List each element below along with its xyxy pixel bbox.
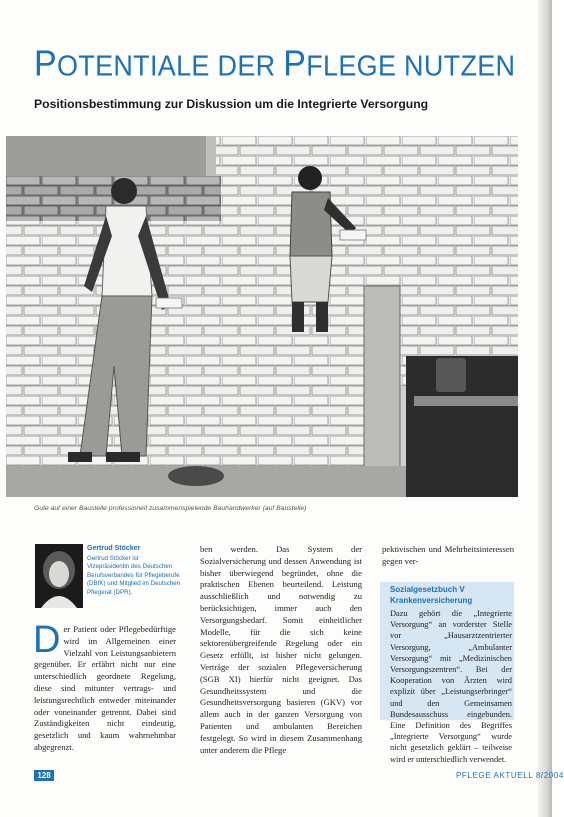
body-column-middle: ben werden. Das System der Sozialversicherung und dessen Anwendung ist bisher überwiegend begründet, ohne die praktischen Ebenen beurteilend. Leistung ausschließlich und notwendig zu berücksichtigen, immer auch den Versorgungsbedarf. Somit einheitlicher Modelle, für die sich keine sektorenübergreifende Regelung oder ein Gesetz erfüllt, ist bisher nicht gelungen. Verträge der sozialen Pflegeversicherung (SGB XI) hierfür nicht geeignet. Das Gesundheitssystem und die Gesundheitsversorgung basieren (GKV) vor allem auch in der ganzen Versorgung von Patienten und ambulanten Bereichen festgelegt. So wird in diesem Zusammenhang unter anderem die Pflege — [200, 544, 362, 755]
article-headline — [34, 44, 516, 84]
page-number: 128 — [34, 770, 54, 781]
body-column-left — [33, 619, 176, 754]
author-bio: Gertrud Stöcker ist Vizepräsidentin des Deutschen Berufsverbandes für Pflegeberufe (DBfK) und Mitglied im Deutschen Pflegerat (DPR). — [87, 555, 181, 596]
journal-footer: PFLEGE AKTUELL 8/2004 — [456, 771, 564, 780]
body-text-left: er Patient oder Pflegebedürftige wird im Allgemeinen einer Vielzahl von Leistungsanbietern gegenüber. Er erfährt nicht nur eine unterschiedlich geordnete Regelung, diese sind mitunter vertrags- und leistungsrechtlich entweder miteinander oder voneinander getrennt. Dabei sind Zuständigkeiten nicht eindeutig, gesetzlich und kaum wahrnehmbar abgegrenzt. — [34, 624, 176, 752]
body-column-right: Dazu gehört die „Integrierte Versorgung“ an vorderster Stelle vor „Hausarztzentrierter Versorgung, „Ambulanter Versorgung“ mit „Medizinischen Versorgungszentren“. Bei der Kooperation von Ärzten wird explizit über „Leistungserbringer“ und den Gemeinsamen Bundesausschuss eingebunden. Eine Definition des Begriffes „Integrierte Versorgung“ wurde nicht gesetzlich geklärt – teilweise wird er unterschiedlich verwendet. — [390, 609, 512, 764]
scan-edge-shadow — [538, 0, 552, 817]
article-subtitle: Positionsbestimmung zur Diskussion um die Integrierte Versorgung — [34, 97, 429, 111]
headline-part-1: OTENTIALE DER — [56, 50, 284, 82]
photo-caption: Gute auf einer Baustelle professionell zusammenspielende Bauhandwerker (auf Baustelle) — [34, 505, 307, 512]
author-portrait — [35, 544, 83, 608]
construction-photo — [6, 136, 518, 497]
headline-part-2: FLEGE NUTZEN — [306, 50, 516, 82]
headline-initial-1: P — [34, 44, 57, 84]
body-column-right-top: pektivischen und Mehrheitsinteressen gegen ver- — [382, 544, 514, 566]
author-name: Gertrud Stöcker — [87, 545, 141, 552]
headline-initial-2: P — [283, 44, 307, 84]
drop-cap: D — [33, 619, 61, 661]
section-heading: Sozialgesetzbuch V Krankenversicherung — [390, 585, 473, 605]
